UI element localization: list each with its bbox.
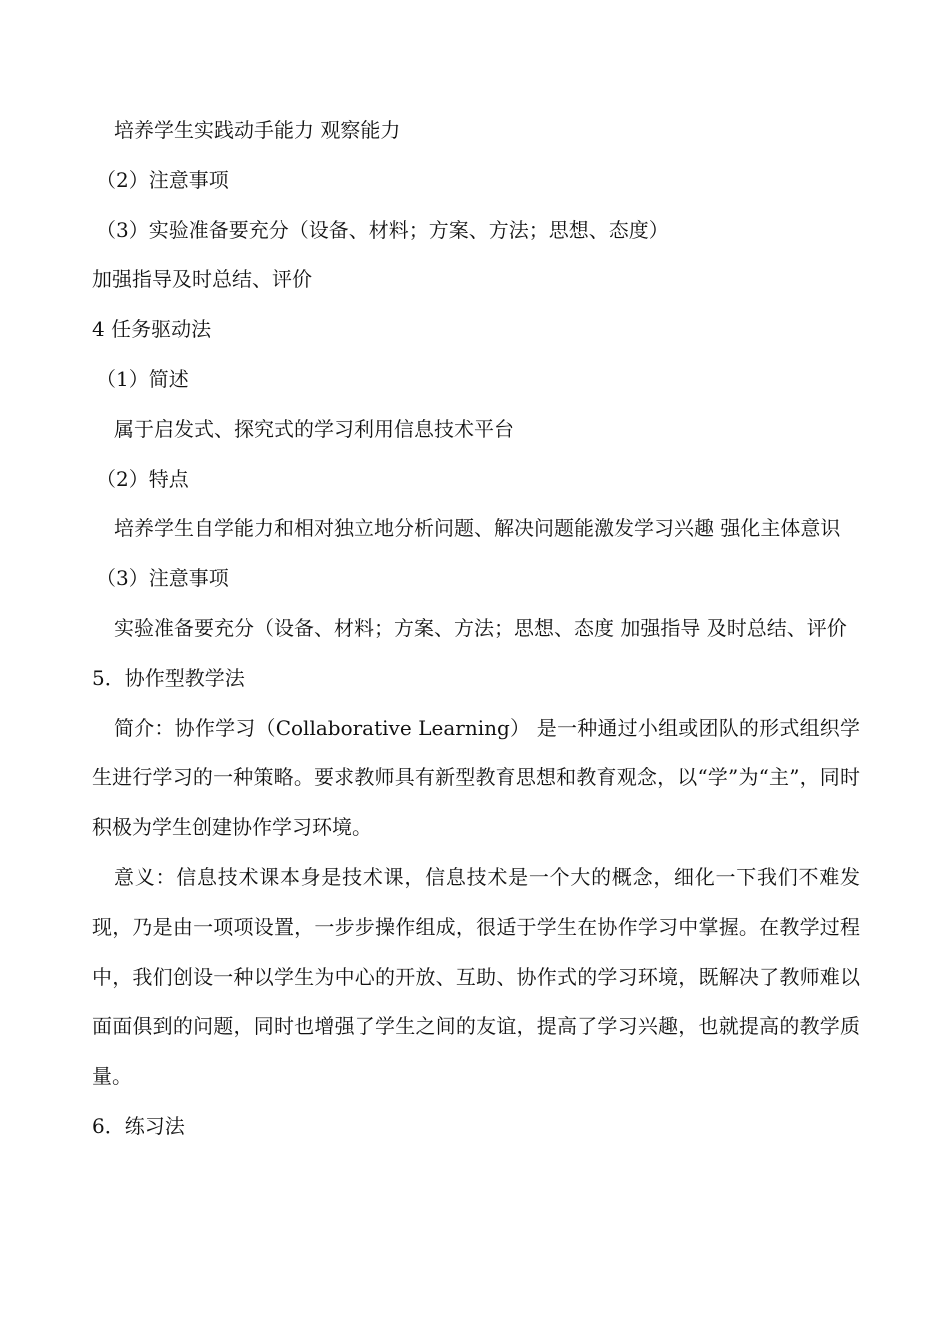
subheading: （2）特点: [96, 466, 189, 491]
paragraph-intro: 简介：协作学习（Collaborative Learning） 是一种通过小组或团队的形式组织学生进行学习的一种策略。要求教师具有新型教育思想和教育观念，以“学”为“主”，同时积极为学生创建协作学习环境。: [92, 715, 860, 840]
text-line: 属于启发式、探究式的学习利用信息技术平台: [114, 416, 514, 441]
subheading: （3）实验准备要充分（设备、材料；方案、方法；思想、态度）: [96, 217, 669, 242]
text-line: 培养学生实践动手能力 观察能力: [114, 118, 401, 142]
text-line: 加强指导及时总结、评价: [92, 267, 312, 292]
document-body: [92, 106, 860, 1152]
section-heading-5: 5．协作型教学法: [92, 665, 245, 690]
section-heading-4: 4 任务驱动法: [92, 317, 212, 342]
subheading: （1）简述: [96, 366, 189, 391]
subheading: （3）注意事项: [96, 566, 229, 591]
paragraph-notes: 实验准备要充分（设备、材料；方案、方法；思想、态度 加强指导 及时总结、评价: [114, 615, 847, 640]
paragraph-features: 培养学生自学能力和相对独立地分析问题、解决问题能激发学习兴趣 强化主体意识: [114, 516, 841, 541]
paragraph-meaning: 意义：信息技术课本身是技术课，信息技术是一个大的概念，细化一下我们不难发现，乃是由一项项设置，一步步操作组成，很适于学生在协作学习中掌握。在教学过程中，我们创设一种以学生为中心的开放、互助、协作式的学习环境，既解决了教师难以面面俱到的问题，同时也增强了学生之间的友谊，提高了学习兴趣，也就提高的教学质量。: [92, 864, 860, 1089]
section-heading-6: 6．练习法: [92, 1113, 185, 1138]
subheading: （2）注意事项: [96, 167, 229, 192]
